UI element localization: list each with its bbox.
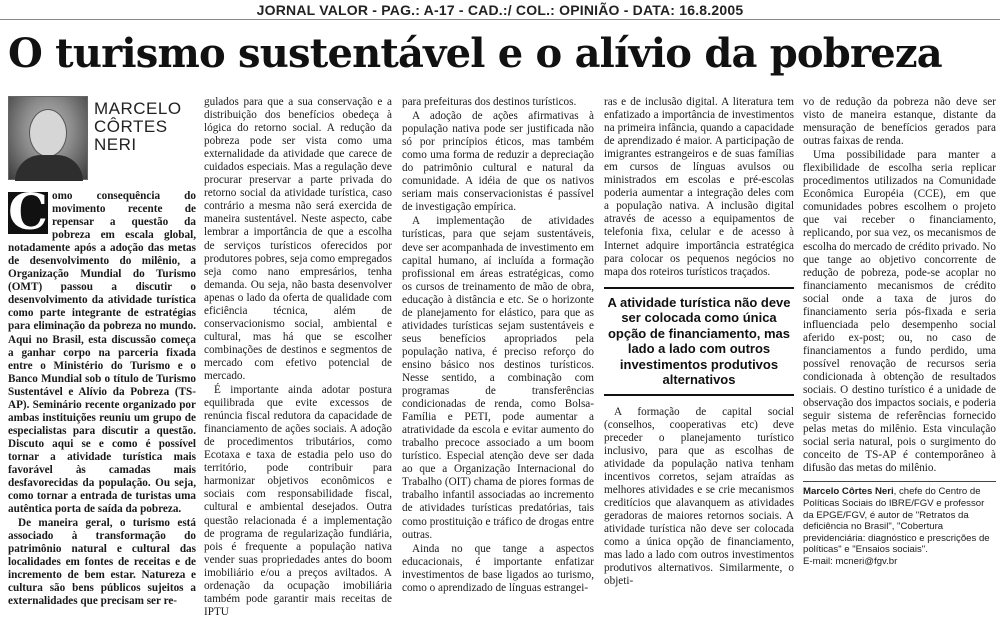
- paragraph-intro-text: omo consequência do movimento recente de repensar a questão da pobreza em escala global, notadamente após a adoção das metas de desenvolvimento do milênio, a Organização Mundial do Turismo (OMT) passou a discutir o desenvolvimento da atividade turística como parte integrante de estratégias para eliminação da pobreza no mundo. Aqui no Brasil, esta discussão começa a ganhar corpo na parceria fixada entre o Ministério do Turismo e o Banco Mundial sob o título de Turismo Sustentável e Alívio da Pobreza (TS-AP). Seminário recente organizado por ambas instituições reuniu um grupo de especialistas para discutir a questão. Discuto aqui se e como é possível tornar a atividade turística mais favorável às camadas mais desfavorecidas da população. Ou seja, como tornar a entrada de turistas uma autêntica porta de saída da pobreza.: [8, 190, 196, 516]
- bio-text: , chefe do Centro de Políticas Sociais do IBRE/FGV e professor da EPGE/FGV, é autor de "Retratos da deficiência no Brasil", "Cobertura previdenciária: diagnóstico e prescrições de políticas" e "Ensaios sociais".: [803, 486, 990, 556]
- source-line: JORNAL VALOR - PAG.: A-17 - CAD.:/ COL.: OPINIÃO - DATA: 16.8.2005: [0, 0, 1000, 20]
- column-4: [604, 96, 794, 588]
- headline: O turismo sustentável e o alívio da pobreza: [8, 30, 942, 77]
- paragraph: A implementação de atividades turísticas, para que sejam sustentáveis, deve ser acompanhada de investimento em capital humano, aí incluída a formação profissional em áreas estratégicas, como os cursos de treinamento de mão de obra, educação à distância e etc. Se o horizonte de planejamento for elástico, para que as atividades turísticas sejam sustentáveis e seus benefícios apropriados pela população nativa, é preciso reforço do ensino básico nos destinos turísticos. Nesse sentido, a combinação com programas de transferências condicionadas de renda, como Bolsa-Família e PETI, pode aumentar a atratividade da escola e evitar aumento do trabalho precoce associado a um boom turístico. Especial atenção deve ser dada ao que a Organização Internacional do Trabalho (OIT) chama de piores formas de trabalho infantil associadas ao incremento de atividades turísticas predatórias, tais como prostituição e tráfico de drogas entre outras.: [402, 215, 594, 541]
- paragraph: A adoção de ações afirmativas à população nativa pode ser justificada não só por princípios éticos, mas também como uma forma de reduzir a depreciação do patrimônio cultural e natural da comunidade. A idéia de que os nativos seriam mais conservacionistas é passível de investigação empírica.: [402, 110, 594, 214]
- author-byline: [8, 96, 196, 184]
- paragraph: gulados para que a sua conservação e a distribuição dos benefícios obedeça à lógica do retorno social. A redução da pobreza pode ser vista como uma externalidade da atividade que carece de cuidados especiais. Mas a regulação deve procurar preservar a parte privada do retorno social da atividade turística, caso contrário a mesma não será exercida de maneira sustentável. Neste aspecto, cabe lembrar a importância de que a escolha de serviços turísticos oferecidos por produtores pobres, seja como empregados seja como nano empresários, tenha demanda. Ou seja, não basta desenvolver apenas o lado da oferta de qualidade com eficiência técnica, além de conservacionismo social, ambiental e cultural, mas há que se escolher combinações de destinos e segmentos de mercado com efetivo potencial de mercado.: [204, 96, 392, 382]
- portrait-face: [29, 109, 67, 157]
- portrait-shoulders: [15, 155, 83, 181]
- paragraph: para prefeituras dos destinos turísticos.: [402, 96, 577, 108]
- paragraph: A formação de capital social (conselhos, cooperativas etc) deve preceder o planejamento turístico inclusivo, para que as escolhas de atividade da população nativa tenham incentivos corretos, sejam atraídas as melhores atividades e se crie mecanismos creditícios que alavanquem as atividades geradoras de maiores retornos sociais. A atividade turística não deve ser colocada como a única opção de financiamento, mas lado a lado com outros investimentos produtivos alternativos. Similarmente, o objeti-: [604, 405, 794, 588]
- paragraph: É importante ainda adotar postura equilibrada que evite excessos de renúncia fiscal redutora da capacidade de financiamento de ações sociais. A adoção de procedimentos tributários, como Ecotaxa e taxa de estadia pelo uso do território, pode contribuir para harmonizar objetivos econômicos e sociais com responsabilidade fiscal, cultural e ambiental desejados. Outra questão relacionada é a implementação de programa de regularização fundiária, pois é frequente a população nativa vender suas propriedades antes do boom imobiliário e/ou a preços aviltados. A ordenação da ocupação imobiliária também pode garantir mais receitas de IPTU: [204, 384, 392, 618]
- paragraph-intro: [8, 182, 196, 516]
- author-bio: [803, 481, 996, 567]
- bio-email: E-mail: mcneri@fgv.br: [803, 555, 898, 567]
- column-5: [803, 96, 996, 567]
- column-3: [402, 96, 594, 594]
- paragraph: Ainda no que tange a aspectos educacionais, é importante enfatizar investimentos de base ligados ao turismo, como o aprendizado de línguas estrangei-: [402, 542, 594, 594]
- author-name-line1: MARCELO: [94, 99, 182, 118]
- paragraph: Uma possibilidade para manter a flexibilidade de escolha seria replicar procedimentos utilizados na Comunidade Econômica Européia (CCE), em que comunidades pobres escolhem o projeto que vai receber o financiamento, replicando, por sua vez, os mecanismos de escolha do mercado de crédito privado. No que tange ao objetivo concorrente de redução de pobreza, pode-se acoplar no financiamento mecanismos de crédito social onde a taxa de juros do financiamento seria pós-fixada e seria influenciada pelo desempenho social aferido ex-post; ou, no caso de financiamentos a fundo perdido, uma possível renovação de recursos seria condicionada à obtenção de resultados sociais. O destino turístico é a unidade de observação dos impactos sociais, e poderia seguir sistema de referências fornecido pelas metas do milênio. Esta vinculação social seria natural, pois o surgimento do conceito de TS-AP é contemporâneo à difusão das metas do milênio.: [803, 149, 996, 475]
- pull-quote: A atividade turística não deve ser colocada como única opção de financiamento, mas lado a lado com outros investimentos produtivos alternativos: [604, 287, 794, 396]
- column-2: [204, 96, 392, 618]
- bio-name: Marcelo Côrtes Neri: [803, 486, 894, 498]
- author-name-line3: NERI: [94, 135, 137, 154]
- author-name: [94, 100, 196, 154]
- dropcap: C: [8, 182, 48, 241]
- column-1: [8, 96, 196, 608]
- author-name-line2: CÔRTES: [94, 117, 168, 136]
- paragraph: De maneira geral, o turismo está associado à transformação do patrimônio natural e cultural das localidades em fontes de receitas e de incremento de bem estar. Natureza e cultura são bens públicos sujeitos a externalidades que precisam ser re-: [8, 517, 196, 608]
- paragraph: ras e de inclusão digital. A literatura tem enfatizado a importância de investimentos na primeira infância, quando a capacidade de aprendizado é maior. A participação de imigrantes estrangeiros e de suas famílias em cursos de línguas avulsos ou ministrados em escolas e pré-escolas poderia aumentar a integração deles com a população nativa. A inclusão digital através de acesso a equipamentos de telefonia fixa, celular e de acesso à Internet adquire importância estratégica para colocar os pequenos negócios no mapa dos roteiros turísticos traçados.: [604, 96, 794, 278]
- paragraph: vo de redução da pobreza não deve ser visto de maneira estanque, distante da mensuração de benefícios gerados para outras faixas de renda.: [803, 96, 996, 148]
- author-portrait: [8, 96, 88, 180]
